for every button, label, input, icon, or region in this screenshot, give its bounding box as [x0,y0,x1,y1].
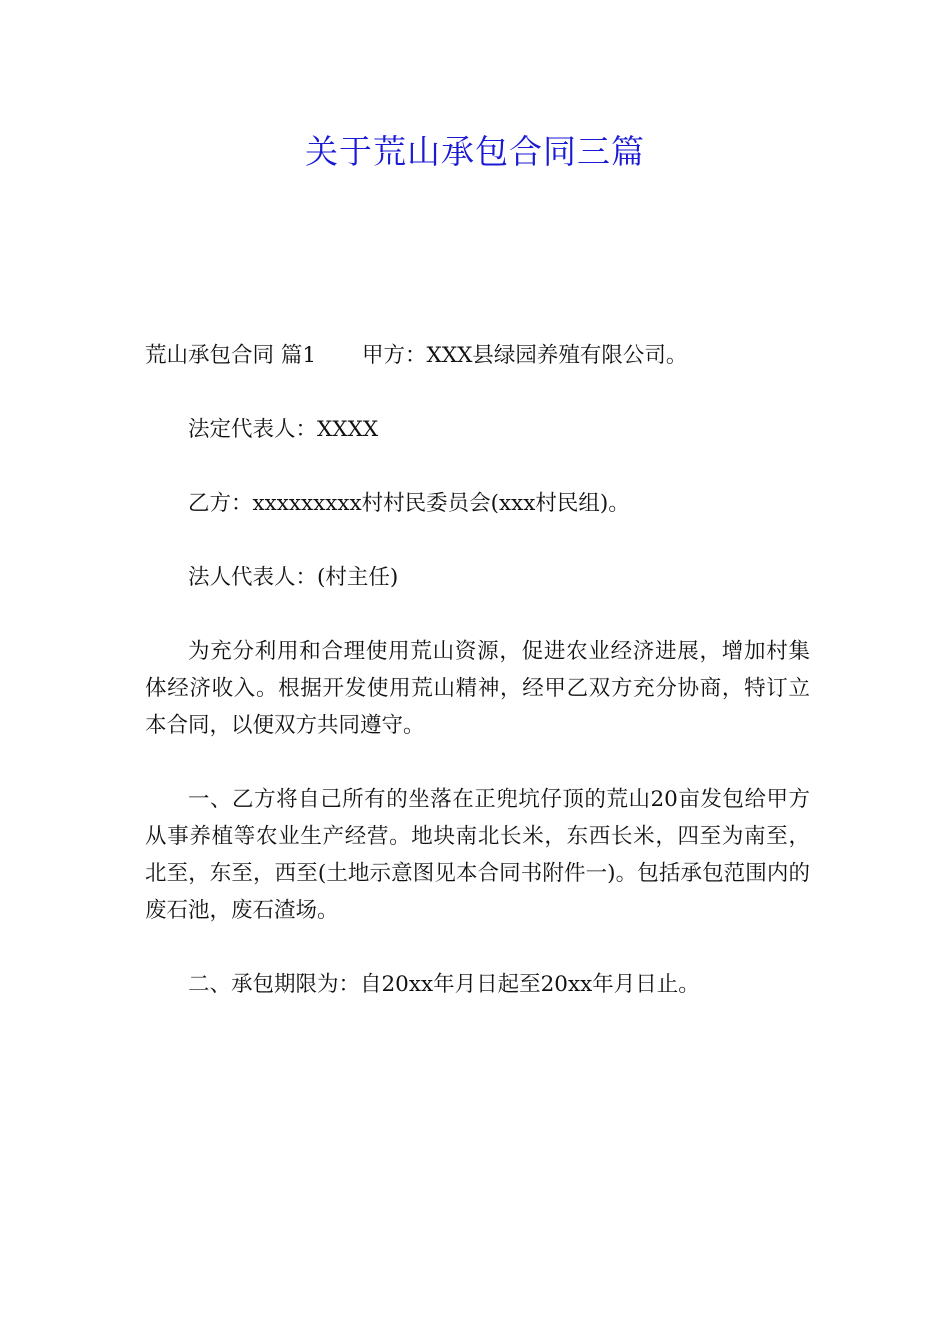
party-a: 甲方：XXX县绿园养殖有限公司。 [362,343,688,368]
heading-line [145,337,810,374]
paragraph-clause-2: 二、承包期限为：自20xx年月日起至20xx年月日止。 [188,972,700,997]
paragraph-purpose: 为充分利用和合理使用荒山资源，促进农业经济进展，增加村集体经济收入。根据开发使用荒山精神，经甲乙双方充分协商，特订立本合同，以便双方共同遵守。 [145,639,810,738]
paragraph-party-b: 乙方：xxxxxxxxx村村民委员会(xxx村民组)。 [188,491,630,516]
paragraph-clause-1: 一、乙方将自己所有的坐落在正兜坑仔顶的荒山20亩发包给甲方从事养植等农业生产经营。地块南北长米，东西长米，四至为南至，北至，东至，西至(土地示意图见本合同书附件一)。包括承包范围内的废石池，废石渣场。 [145,787,810,923]
document-title: 关于荒山承包合同三篇 [305,132,645,171]
paragraph-corporate-representative: 法人代表人：(村主任) [188,565,399,590]
document-body [145,337,810,1040]
paragraph-legal-representative: 法定代表人：XXXX [188,417,379,442]
section-label: 荒山承包合同 篇1 [145,343,317,368]
